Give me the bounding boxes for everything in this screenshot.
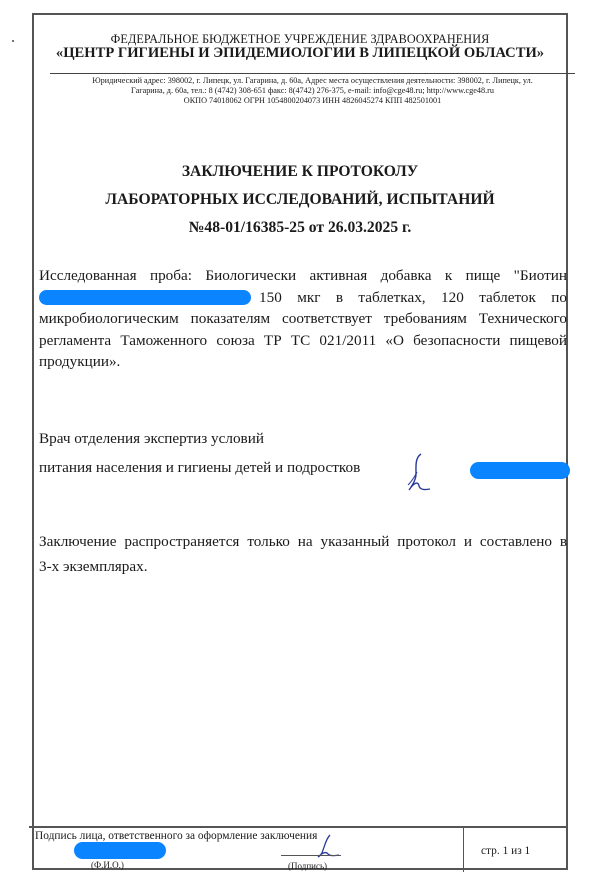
redaction-box bbox=[39, 290, 251, 305]
note-line: 3-х экземплярах. bbox=[39, 558, 148, 575]
body-line bbox=[39, 287, 567, 309]
address-line: Гагарина, д. 60а, тел.: 8 (4742) 308-651 факс: 8(4742) 276-375, e-mail: info@cge48.ru; http://www.cge48.ru bbox=[131, 86, 494, 96]
body-line: регламента Таможенного союза ТР ТС 021/2011 «О безопасности пищевой bbox=[39, 331, 567, 349]
signature-line bbox=[281, 855, 341, 856]
note-line: Заключение распространяется только на указанный протокол и составлено в bbox=[39, 533, 567, 550]
body-line-text: 150 мкг в таблетках, 120 таблеток по bbox=[259, 288, 567, 306]
header-divider bbox=[50, 73, 575, 74]
doctor-position-line1: Врач отделения экспертиз условий bbox=[39, 430, 264, 447]
conclusion-body bbox=[39, 265, 567, 373]
redaction-box bbox=[74, 842, 166, 859]
footer-block bbox=[29, 826, 568, 872]
body-line: продукции». bbox=[39, 353, 121, 370]
org-name: «ЦЕНТР ГИГИЕНЫ И ЭПИДЕМИОЛОГИИ В ЛИПЕЦКОЙ ОБЛАСТИ» bbox=[55, 45, 545, 61]
scan-speck bbox=[12, 40, 14, 42]
address-line: Юридический адрес: 398002, г. Липецк, ул. Гагарина, д. 60а, Адрес места осуществления деятельности: 398002, г. Липецк, ул. bbox=[92, 76, 533, 85]
document-title-line2: ЛАБОРАТОРНЫХ ИССЛЕДОВАНИЙ, ИСПЫТАНИЙ bbox=[105, 191, 495, 208]
body-line: Исследованная проба: Биологически активная добавка к пище "Биотин bbox=[39, 267, 567, 284]
body-line: микробиологическим показателям соответствует требованиям Технического bbox=[39, 310, 567, 327]
address-line: ОКПО 74018062 ОГРН 1054800204073 ИНН 4826045274 КПП 482501001 bbox=[183, 96, 442, 106]
conclusion-note bbox=[39, 529, 567, 579]
doctor-signature-icon bbox=[403, 452, 433, 494]
protocol-number: №48-01/16385-25 от 26.03.2025 г. bbox=[188, 219, 412, 236]
fio-caption: (Ф.И.О.) bbox=[91, 860, 124, 870]
org-type: ФЕДЕРАЛЬНОЕ БЮДЖЕТНОЕ УЧРЕЖДЕНИЕ ЗДРАВООХРАНЕНИЯ bbox=[110, 32, 490, 46]
footer-divider bbox=[463, 828, 464, 872]
org-address bbox=[50, 76, 575, 107]
page-number: стр. 1 из 1 bbox=[481, 845, 531, 857]
responsible-signature-label: Подпись лица, ответственного за оформление заключения bbox=[35, 830, 318, 842]
signature-caption: (Подпись) bbox=[288, 861, 328, 871]
document-title-line1: ЗАКЛЮЧЕНИЕ К ПРОТОКОЛУ bbox=[181, 163, 419, 180]
doctor-position-line2: питания населения и гигиены детей и подростков bbox=[39, 459, 361, 476]
redaction-box bbox=[470, 462, 570, 479]
